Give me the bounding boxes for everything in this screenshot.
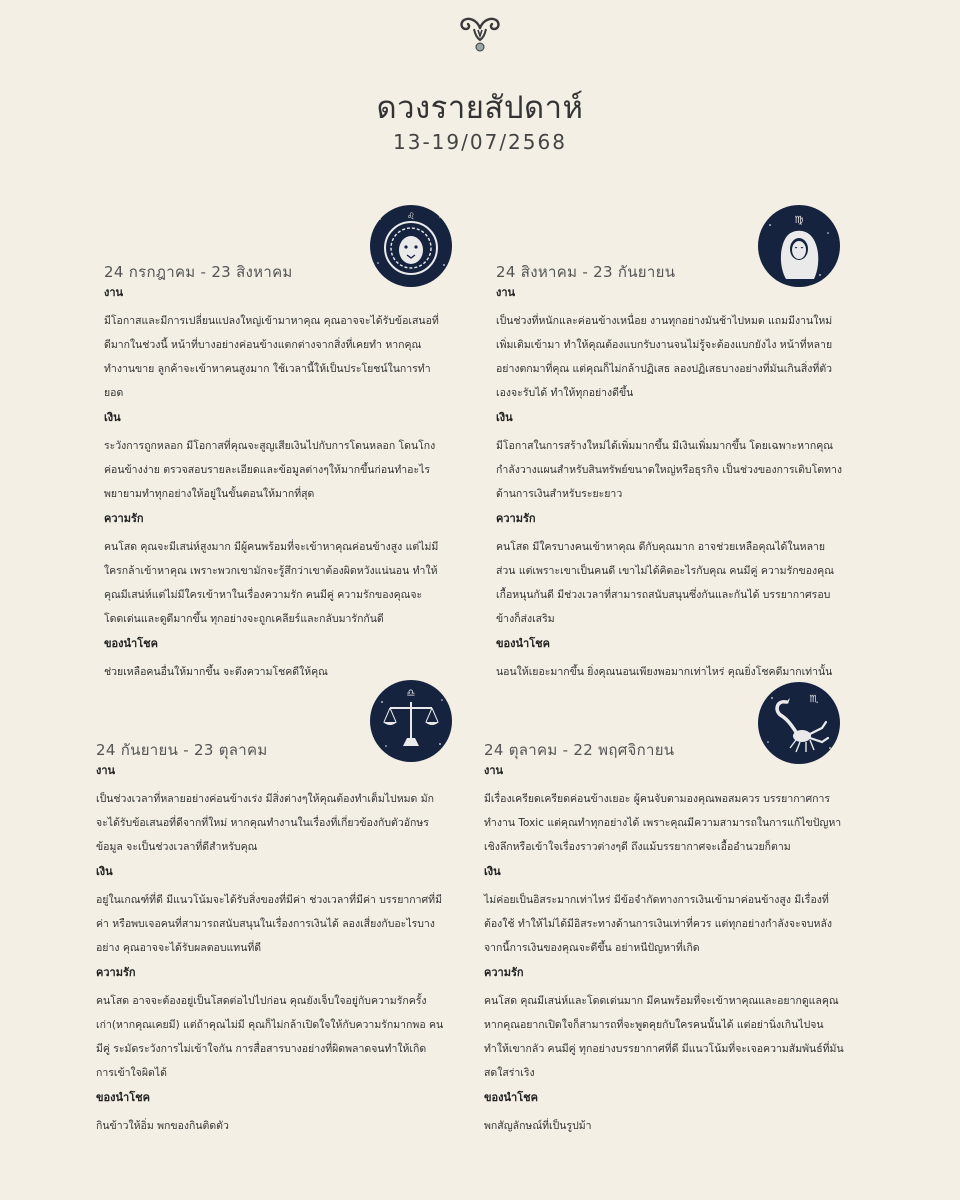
leo-date-range: 24 กรกฎาคม - 23 สิงหาคม xyxy=(104,263,293,281)
virgo-work-text: เป็นช่วงที่หนักและค่อนข้างเหนื่อย งานทุกอย่างมันช้าไปหมด แถมมีงานใหม่เพิ่มเติมเข้ามา ทำให้คุณต้องแบกรับงานจนไม่รู้จะต้องแบกยังไง หน้าที่หลายอย่างตกมาที่คุณ แต่คุณก็ไม่กล้าปฏิเสธ ลองปฏิเสธบางอย่างที่มันเกินสิ่งที่ตัวเองจะรับได้ ทำให้ทุกอย่างดีขึ้น xyxy=(496,315,833,399)
libra-work-heading: งาน xyxy=(96,764,116,777)
libra-love-heading: ความรัก xyxy=(96,966,136,979)
libra-love-text: คนโสด อาจจะต้องอยู่เป็นโสดต่อไปไปก่อน คุณยังเจ็บใจอยู่กับความรักครั้งเก่า(หากคุณเคยมี) แต่ถ้าคุณไม่มี คุณก็ไม่กล้าเปิดใจให้กับความรักมากพอ คนมีคู่ ระมัดระวังการไม่เข้าใจกัน การสื่อสารบางอย่างที่ผิดพลาดจนทำให้เกิดการเข้าใจผิดได้ xyxy=(96,995,444,1079)
leo-work-text: มีโอกาสและมีการเปลี่ยนแปลงใหญ่เข้ามาหาคุณ คุณอาจจะได้รับข้อเสนอที่ดีมากในช่วงนี้ หน้าที่บางอย่างค่อนข้างแตกต่างจากสิ่งที่เคยทำ หากคุณทำงานขาย ลูกค้าจะเข้าหาคนสูงมาก ใช้เวลานี้ให้เป็นประโยชน์ในการทำยอด xyxy=(104,315,439,399)
leo-love-heading: ความรัก xyxy=(104,512,144,525)
scorpio-money-text: ไม่ค่อยเป็นอิสระมากเท่าไหร่ มีข้อจำกัดทางการเงินเข้ามาค่อนข้างสูง มีเรื่องที่ต้องใช้ ทำให้ไม่ได้มีอิสระทางด้านการเงินเท่าที่ควร แต่ทุกอย่างกำลังจะจบหลังจากนี้การเงินของคุณจะดีขึ้น อย่าหนีปัญหาที่เกิด xyxy=(484,894,833,954)
virgo-love-text: คนโสด มีใครบางคนเข้าหาคุณ ดีกับคุณมาก อาจช่วยเหลือคุณได้ในหลายส่วน แต่เพราะเขาเป็นคนดี เขาไม่ได้คิดอะไรกับคุณ คนมีคู่ ความรักของคุณเกื้อหนุนกันดี มีช่วงเวลาที่สามารถสนับสนุนซึ่งกันและกันได้ บรรยากาศรอบข้างก็ส่งเสริม xyxy=(496,541,834,625)
leo-luck-text: ช่วยเหลือคนอื่นให้มากขึ้น จะดึงความโชคดีให้คุณ xyxy=(104,666,328,678)
scorpio-love-text: คนโสด คุณมีเสน่ห์และโดดเด่นมาก มีคนพร้อมที่จะเข้าหาคุณและอยากดูแลคุณ หากคุณอยากเปิดใจก็สามารถที่จะพูดคุยกับใครคนนั้นได้ แต่อย่านิ่งเกินไปจนทำให้เขากลัว คนมีคู่ ทุกอย่างบรรยากาศที่ดี มีแนวโน้มที่จะเจอความสัมพันธ์ที่มันสดใสร่าเริง xyxy=(484,995,844,1079)
leo-love-text: คนโสด คุณจะมีเสน่ห์สูงมาก มีผู้คนพร้อมที่จะเข้าหาคุณค่อนข้างสูง แต่ไม่มีใครกล้าเข้าหาคุณ เพราะพวกเขามักจะรู้สึกว่าเขาต้องผิดหวังแน่นอน ทำให้คุณมีเสน่ห์แต่ไม่มีใครเข้าหาในเรื่องความรัก คนมีคู่ ความรักของคุณจะโดดเด่นและดูดีมากขึ้น ทุกอย่างจะถูกเคลียร์และกลับมารักกันดี xyxy=(104,541,439,625)
date-range: 13-19/07/2568 xyxy=(393,130,567,154)
leo-work-heading: งาน xyxy=(104,286,124,299)
libra-luck-text: กินข้าวให้อิ่ม พกของกินติดตัว xyxy=(96,1120,229,1132)
leo-money-text: ระวังการถูกหลอก มีโอกาสที่คุณจะสูญเสียเงินไปกับการโดนหลอก โดนโกงค่อนข้างง่าย ตรวจสอบรายละเอียดและข้อมูลต่างๆให้มากขึ้นก่อนทำอะไร พยายามทำทุกอย่างให้อยู่ในขั้นตอนให้มากที่สุด xyxy=(104,440,436,500)
virgo-love-heading: ความรัก xyxy=(496,512,536,525)
svg-text:♍: ♍ xyxy=(794,215,804,226)
scorpio-work-heading: งาน xyxy=(484,764,504,777)
ram-horns-ornament-icon xyxy=(455,12,505,54)
virgo-luck-heading: ของนำโชค xyxy=(496,637,550,650)
leo-section xyxy=(104,263,439,689)
virgo-date-range: 24 สิงหาคม - 23 กันยายน xyxy=(496,263,676,281)
libra-work-text: เป็นช่วงเวลาที่หลายอย่างค่อนข้างเร่ง มีสิ่งต่างๆให้คุณต้องทำเต็มไปหมด มักจะได้รับข้อเสนอที่ดีจากที่ใหม่ หากคุณทำงานในเรื่องที่เกี่ยวข้องกับตัวอักษร ข้อมูล จะเป็นช่วงเวลาที่ดีสำหรับคุณ xyxy=(96,793,434,853)
libra-money-heading: เงิน xyxy=(96,865,113,878)
libra-money-text: อยู่ในเกณฑ์ที่ดี มีแนวโน้มจะได้รับสิ่งของที่มีค่า ช่วงเวลาที่มีค่า บรรยากาศที่มีค่า หรือพบเจอคนที่สามารถสนับสนุนในเรื่องการเงินได้ ลองเสี่ยงกับอะไรบางอย่าง คุณอาจจะได้รับผลตอบแทนที่ดี xyxy=(96,894,443,954)
scorpio-money-heading: เงิน xyxy=(484,865,501,878)
virgo-luck-text: นอนให้เยอะมากขึ้น ยิ่งคุณนอนเพียงพอมากเท่าไหร่ คุณยิ่งโชคดีมากเท่านั้น xyxy=(496,666,833,678)
scorpio-date-range: 24 ตุลาคม - 22 พฤศจิกายน xyxy=(484,741,675,759)
libra-section xyxy=(96,741,444,1143)
virgo-money-heading: เงิน xyxy=(496,411,513,424)
virgo-section xyxy=(496,263,844,689)
scorpio-luck-heading: ของนำโชค xyxy=(484,1091,538,1104)
leo-money-heading: เงิน xyxy=(104,411,121,424)
virgo-money-text: มีโอกาสในการสร้างใหม่ได้เพิ่มมากขึ้น มีเงินเพิ่มมากขึ้น โดยเฉพาะหากคุณกำลังวางแผนสำหรับสินทรัพย์ขนาดใหญ่หรือธุรกิจ เป็นช่วงของการเติบโตทางด้านการเงินสำหรับระยะยาว xyxy=(496,440,842,500)
svg-text:♎: ♎ xyxy=(406,688,416,699)
leo-luck-heading: ของนำโชค xyxy=(104,637,158,650)
svg-text:♏: ♏ xyxy=(809,694,819,705)
svg-text:♌: ♌ xyxy=(406,212,416,222)
page-title: ดวงรายสัปดาห์ xyxy=(376,90,584,126)
scorpio-love-heading: ความรัก xyxy=(484,966,524,979)
scorpio-work-text: มีเรื่องเครียดเครียดค่อนข้างเยอะ ผู้คนจับตามองคุณพอสมควร บรรยากาศการทำงาน Toxic แต่คุณทำทุกอย่างได้ เพราะคุณมีความสามารถในการแก้ไขปัญหาเชิงลึกหรือเข้าใจเรื่องราวต่างๆดี ถึงแม้บรรยากาศจะเอื้ออำนวยก็ตาม xyxy=(484,793,842,853)
scorpio-section xyxy=(484,741,844,1143)
libra-date-range: 24 กันยายน - 23 ตุลาคม xyxy=(96,741,268,759)
virgo-work-heading: งาน xyxy=(496,286,516,299)
scorpio-luck-text: พกสัญลักษณ์ที่เป็นรูปม้า xyxy=(484,1120,592,1132)
libra-luck-heading: ของนำโชค xyxy=(96,1091,150,1104)
